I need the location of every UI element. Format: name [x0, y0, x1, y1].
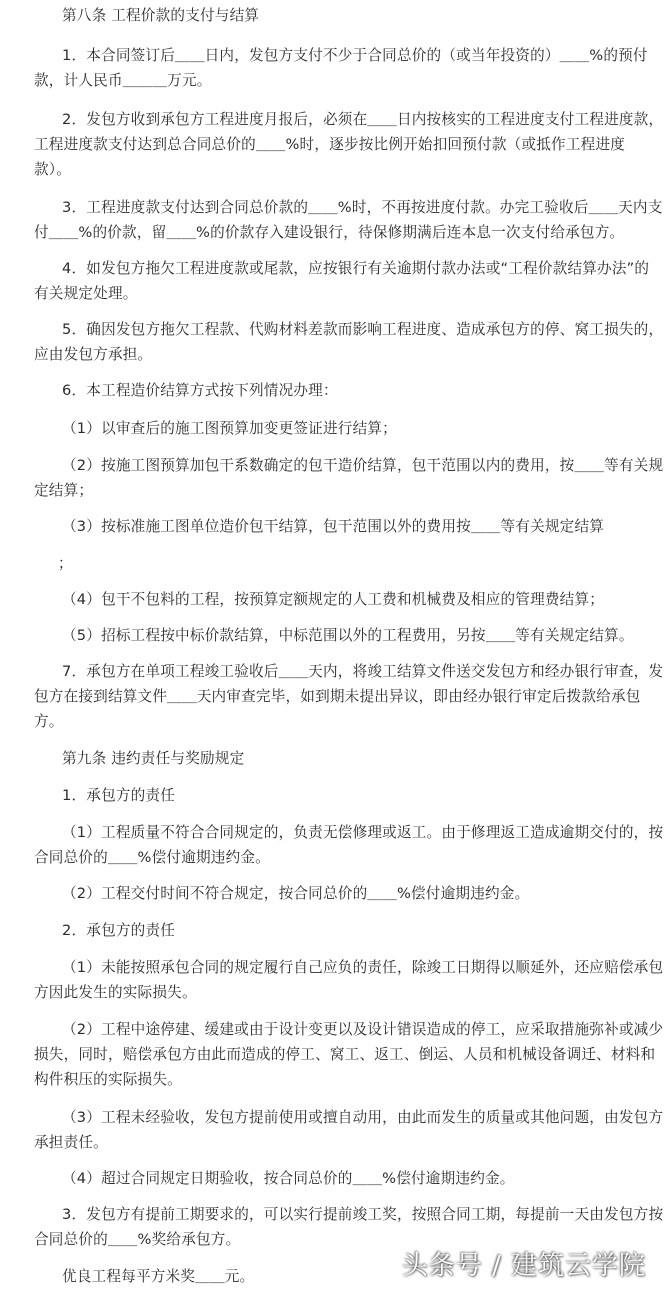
paragraph-text: 5．确因发包方拖欠工程款、代购材料差款而影响工程进度、造成承包方的停、窝工损失的， — [62, 321, 664, 338]
paragraph-text: 工程进度款支付达到总合同总价的＿＿%时，逐步按比例开始扣回预付款（或抵作工程进度 — [34, 136, 626, 153]
list-item: 承担责任。 — [34, 1134, 108, 1151]
list-item: （1）未能按照承包合同的规定履行自己应负的责任，除竣工日期得以顺延外，还应赔偿承包 — [62, 959, 664, 976]
list-item: （1）工程质量不符合合同规定的，负责无偿修理或返工。由于修理返工造成逾期交付的，按 — [62, 824, 664, 841]
paragraph-text: 4．如发包方拖欠工程进度款或尾款，应按银行有关逾期付款办法或“工程价款结算办法”的 — [62, 260, 650, 277]
paragraph-text: 3．发包方有提前工期要求的，可以实行提前竣工奖，按照合同工期，每提前一天由发包方按 — [62, 1206, 664, 1223]
list-item: （1）以审查后的施工图预算加变更签证进行结算； — [62, 420, 397, 437]
list-item: 构件积压的实际损失。 — [34, 1071, 182, 1088]
list-item: （2）按施工图预算加包干系数确定的包干造价结算，包干范围以内的费用，按＿＿等有关规 — [62, 457, 664, 474]
list-item: 定结算； — [34, 482, 94, 499]
paragraph-text: 3．工程进度款支付达到合同总价款的＿＿%时，不再按进度付款。办完工验收后＿＿天内支 — [62, 199, 663, 216]
paragraph-text: 合同总价的＿＿%奖给承包方。 — [34, 1231, 241, 1248]
list-item: 合同总价的＿＿%偿付逾期违约金。 — [34, 849, 270, 866]
paragraph-text: 款，计人民币＿＿＿万元。 — [34, 72, 212, 89]
paragraph-text: 包方在接到结算文件＿＿天内审查完毕，如到期未提出异议，即由经办银行审定后拨款给承包 — [34, 688, 641, 705]
list-item: ； — [58, 555, 73, 572]
list-item: （4）超过合同规定日期验收，按合同总价的＿＿%偿付逾期违约金。 — [62, 1170, 515, 1187]
section-heading: 1．承包方的责任 — [62, 787, 176, 804]
list-item: （3）工程未经验收，发包方提前使用或擅自动用，由此而发生的质量或其他问题，由发包方 — [62, 1109, 664, 1126]
paragraph-text: 方。 — [34, 713, 64, 730]
paragraph-text: 1．本合同签订后＿＿日内，发包方支付不少于合同总价的（或当年投资的）＿＿%的预付 — [62, 47, 648, 64]
list-item: （3）按标准施工图单位造价包干结算，包干范围以外的费用按＿＿等有关规定结算 — [62, 518, 605, 535]
paragraph-text: 应由发包方承担。 — [34, 346, 153, 363]
list-item: 损失，同时，赔偿承包方由此而造成的停工、窝工、返工、倒运、人员和机械设备调迁、材料和 — [34, 1046, 656, 1063]
paragraph-text: 6．本工程造价结算方式按下列情况办理： — [62, 382, 338, 399]
list-item: （2）工程中途停建、缓建或由于设计变更以及设计错误造成的停工，应采取措施弥补或减少 — [62, 1021, 664, 1038]
list-item: （5）招标工程按中标价款结算，中标范围以外的工程费用，另按＿＿等有关规定结算。 — [62, 627, 634, 644]
paragraph-text: 付＿＿%的价款，留＿＿%的价款存入建设银行，待保修期满后连本息一次支付给承包方。 — [34, 224, 625, 241]
paragraph-text: 2．发包方收到承包方工程进度月报后，必须在＿＿日内按核实的工程进度支付工程进度款， — [62, 111, 664, 128]
section-heading: 2．承包方的责任 — [62, 922, 176, 939]
paragraph-text: 优良工程每平方米奖＿＿元。 — [62, 1268, 255, 1285]
paragraph-text: 有关规定处理。 — [34, 285, 138, 302]
list-item: 方因此发生的实际损失。 — [34, 984, 197, 1001]
paragraph-text: 7．承包方在单项工程竣工验收后＿＿天内，将竣工结算文件送交发包方和经办银行审查，发 — [62, 663, 664, 680]
watermark-text: 头条号 / 建筑云学院 — [401, 1251, 646, 1281]
article-8-heading: 第八条 工程价款的支付与结算 — [62, 7, 260, 24]
paragraph-text: 款）。 — [34, 161, 72, 178]
list-item: （4）包干不包料的工程，按预算定额规定的人工费和机械费及相应的管理费结算； — [62, 591, 605, 608]
list-item: （2）工程交付时间不符合规定，按合同总价的＿＿%偿付逾期违约金。 — [62, 885, 530, 902]
article-9-heading: 第九条 违约责任与奖励规定 — [62, 750, 245, 767]
